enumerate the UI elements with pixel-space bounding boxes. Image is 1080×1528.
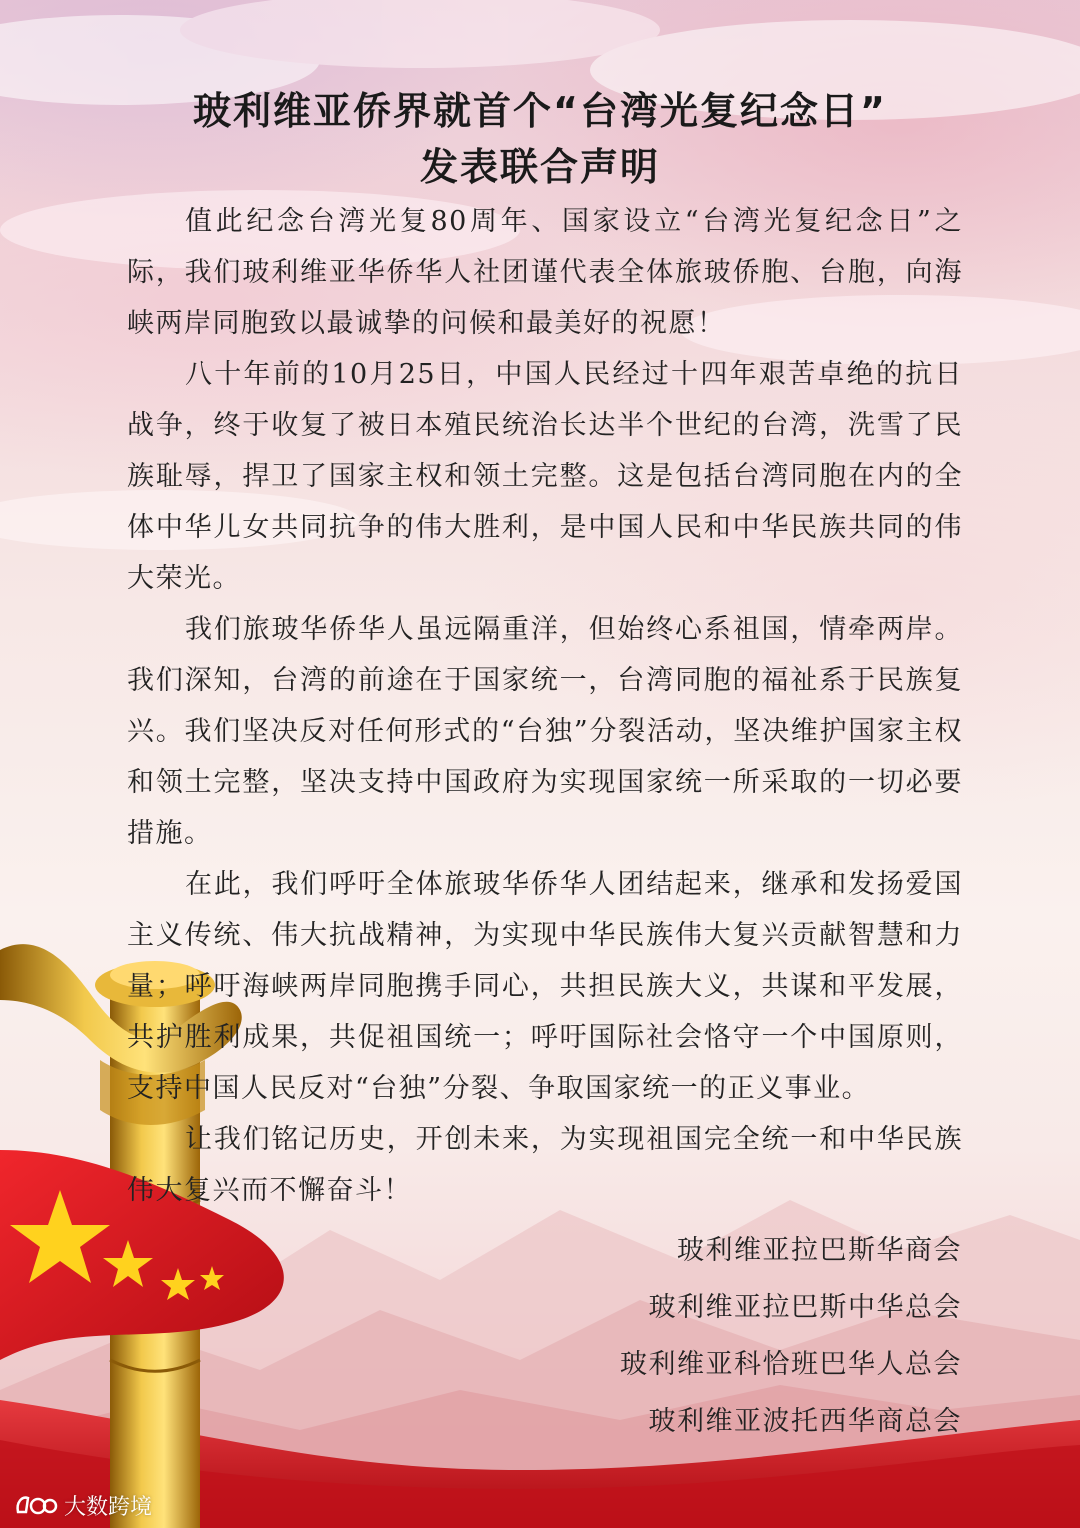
signatory: 玻利维亚拉巴斯中华总会 (648, 1292, 962, 1323)
watermark-logo-icon (14, 1492, 58, 1518)
signatory: 玻利维亚科恰班巴华人总会 (620, 1349, 962, 1380)
signatory: 玻利维亚波托西华商总会 (648, 1406, 962, 1437)
signatory: 玻利维亚拉巴斯华商会 (677, 1235, 962, 1266)
page-title-line-1: 玻利维亚侨界就首个“台湾光复纪念日” (193, 89, 887, 133)
paragraph: 在此，我们呼吁全体旅玻华侨华人团结起来，继承和发扬爱国主义传统、伟大抗战精神，为实现中华民族伟大复兴贡献智慧和力量；呼吁海峡两岸同胞携手同心，共担民族大义，共谋和平发展，共护胜利成果，共促祖国统一；呼吁国际社会恪守一个中国原则，支持中国人民反对“台独”分裂、争取国家统一的正义事业。 (127, 869, 963, 1104)
paragraph: 值此纪念台湾光复80周年、国家设立“台湾光复纪念日”之际，我们玻利维亚华侨华人社团谨代表全体旅玻侨胞、台胞，向海峡两岸同胞致以最诚挚的问候和最美好的祝愿！ (127, 206, 963, 339)
paragraph: 我们旅玻华侨华人虽远隔重洋，但始终心系祖国，情牵两岸。我们深知，台湾的前途在于国家统一，台湾同胞的福祉系于民族复兴。我们坚决反对任何形式的“台独”分裂活动，坚决维护国家主权和领土完整，坚决支持中国政府为实现国家统一所采取的一切必要措施。 (127, 614, 963, 849)
watermark-text: 大数跨境 (64, 1494, 153, 1520)
page-title-line-2: 发表联合声明 (419, 145, 660, 189)
paragraph: 让我们铭记历史，开创未来，为实现祖国完全统一和中华民族伟大复兴而不懈奋斗！ (127, 1124, 963, 1206)
statement-body (127, 196, 963, 1216)
paragraph: 八十年前的10月25日，中国人民经过十四年艰苦卓绝的抗日战争，终于收复了被日本殖民统治长达半个世纪的台湾，洗雪了民族耻辱，捍卫了国家主权和领土完整。这是包括台湾同胞在内的全体中华儿女共同抗争的伟大胜利，是中国人民和中华民族共同的伟大荣光。 (127, 359, 963, 594)
signatory-list (620, 1222, 962, 1450)
watermark (14, 1490, 152, 1520)
